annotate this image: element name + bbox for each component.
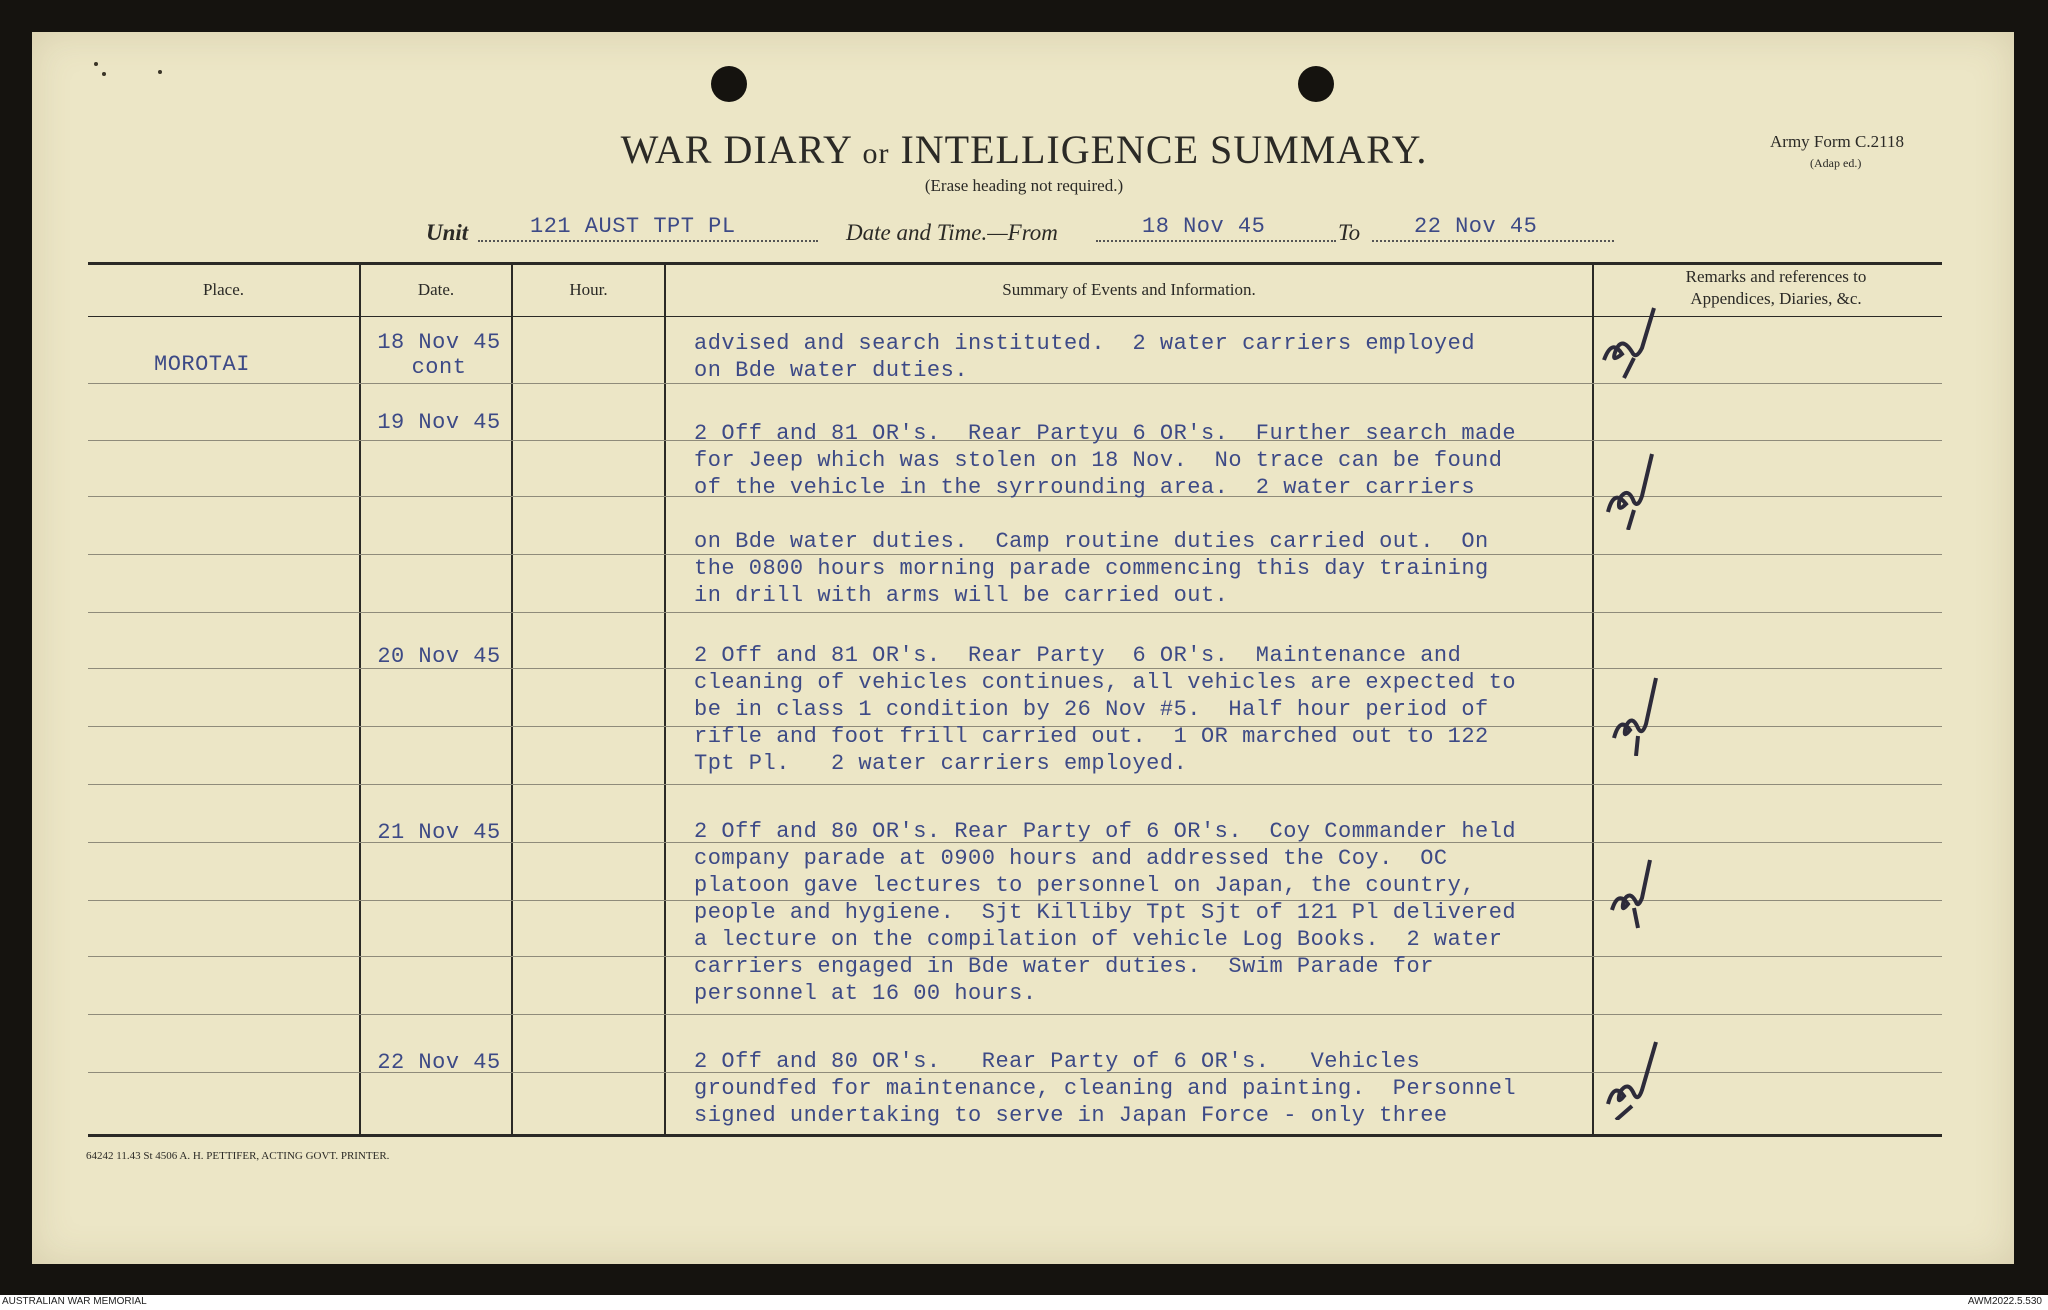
paper-speck bbox=[102, 72, 106, 76]
from-dotline bbox=[1096, 240, 1336, 242]
form-note: (Adap ed.) bbox=[1810, 156, 1862, 170]
column-header-date: Date. bbox=[417, 280, 455, 299]
unit-dotline bbox=[478, 240, 818, 242]
date-time-label: Date and Time.—From bbox=[846, 220, 1058, 245]
archive-reference: AWM2022.5.530 bbox=[1967, 1296, 2042, 1307]
row-rule bbox=[88, 612, 1942, 613]
punch-hole-right bbox=[1298, 66, 1334, 102]
date-cell-18-nov bbox=[364, 330, 514, 380]
to-value: 22 Nov 45 bbox=[1414, 214, 1538, 239]
column-header-remarks: Remarks and references to Appendices, Diaries, &c. bbox=[1685, 267, 1867, 308]
summary-entry-19-nov: 2 Off and 81 OR's. Rear Partyu 6 OR's. Further search made for Jeep which was stolen on 18 Nov. No trace can be found of the vehicle in the syrrounding area. 2 water carriers on Bde water duties. Camp routine duties carried out. On the 0800 hours morning parade commencing this day training in drill with arms will be carried out. bbox=[694, 421, 1517, 608]
to-dotline bbox=[1372, 240, 1614, 242]
table-bottom-rule bbox=[88, 1134, 1942, 1137]
column-divider-hour bbox=[664, 264, 666, 1136]
row-rule bbox=[88, 784, 1942, 785]
column-divider-date bbox=[511, 264, 513, 1136]
form-number: Army Form C.2118 bbox=[1770, 132, 1904, 151]
column-header-place: Place. bbox=[202, 280, 245, 299]
date-cell-20-nov: 20 Nov 45 bbox=[377, 644, 501, 669]
date-note: cont bbox=[411, 355, 467, 380]
summary-entry-20-nov: 2 Off and 81 OR's. Rear Party 6 OR's. Maintenance and cleaning of vehicles continues, all vehicles are expected to be in class 1 condition by 26 Nov #5. Half hour period of rifle and foot frill carried out. 1 OR marched out to 122 Tpt Pl. 2 water carriers employed. bbox=[694, 643, 1517, 776]
paper-speck bbox=[94, 62, 98, 66]
archive-name: AUSTRALIAN WAR MEMORIAL bbox=[2, 1296, 147, 1307]
date-value: 18 Nov 45 bbox=[377, 330, 501, 355]
from-value: 18 Nov 45 bbox=[1142, 214, 1266, 239]
column-header-hour: Hour. bbox=[569, 280, 608, 299]
unit-label: Unit bbox=[426, 220, 469, 245]
table-top-rule bbox=[88, 262, 1942, 265]
summary-entry-18-nov: advised and search instituted. 2 water carriers employed on Bde water duties. bbox=[694, 331, 1476, 383]
summary-entry-22-nov: 2 Off and 80 OR's. Rear Party of 6 OR's. Vehicles groundfed for maintenance, cleaning and painting. Personnel signed undertaking to serve in Japan Force - only three bbox=[694, 1049, 1517, 1128]
punch-hole-left bbox=[711, 66, 747, 102]
column-divider-place bbox=[359, 264, 361, 1136]
printer-imprint: 64242 11.43 St 4506 A. H. PETTIFER, ACTING GOVT. PRINTER. bbox=[86, 1150, 390, 1162]
row-rule bbox=[88, 1014, 1942, 1015]
date-cell-22-nov: 22 Nov 45 bbox=[377, 1050, 501, 1075]
place-cell: MOROTAI bbox=[154, 352, 250, 377]
officer-initials-signature bbox=[1594, 450, 1664, 530]
paper-speck bbox=[158, 70, 162, 74]
summary-entry-21-nov: 2 Off and 80 OR's. Rear Party of 6 OR's. Coy Commander held company parade at 0900 hours and addressed the Coy. OC platoon gave lectures to personnel on Japan, the country, people and hygiene. Sjt Killiby Tpt Sjt of 121 Pl delivered a lecture on the compilation of vehicle Log Books. 2 water carriers engaged in Bde water duties. Swim Parade for personnel at 16 00 hours. bbox=[694, 819, 1517, 1006]
page-subtitle: (Erase heading not required.) bbox=[924, 176, 1124, 195]
officer-initials-signature bbox=[1594, 676, 1664, 756]
officer-initials-signature bbox=[1594, 856, 1664, 936]
page-title: WAR DIARY or INTELLIGENCE SUMMARY. bbox=[620, 127, 1428, 172]
to-label: To bbox=[1338, 220, 1361, 245]
officer-initials-signature bbox=[1594, 300, 1664, 380]
unit-value: 121 AUST TPT PL bbox=[530, 214, 736, 239]
date-cell-21-nov: 21 Nov 45 bbox=[377, 820, 501, 845]
date-cell-19-nov: 19 Nov 45 bbox=[377, 410, 501, 435]
column-header-summary: Summary of Events and Information. bbox=[1002, 280, 1256, 299]
officer-initials-signature bbox=[1594, 1040, 1664, 1120]
